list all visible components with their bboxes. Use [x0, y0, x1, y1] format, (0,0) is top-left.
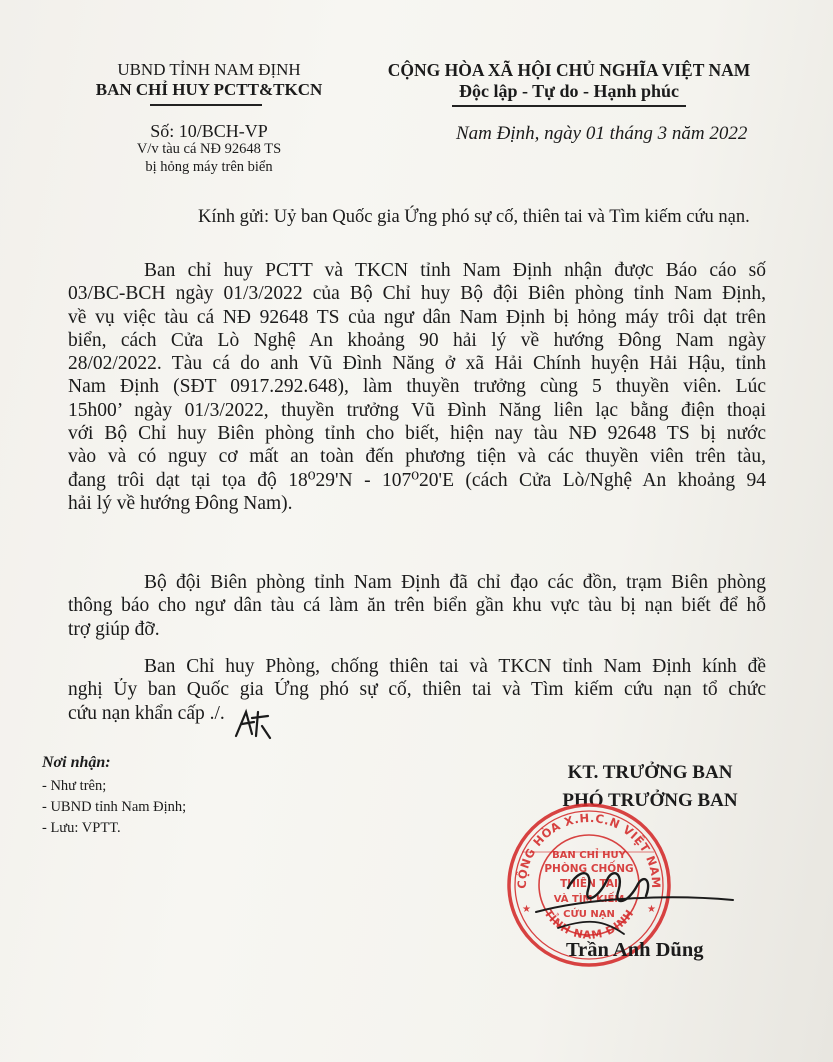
svg-text:CỨU NẠN: CỨU NẠN: [563, 909, 615, 920]
signature-title-1: KT. TRƯỞNG BAN: [567, 762, 733, 783]
paragraph-line: Bộ đội Biên phòng tỉnh Nam Định đã chỉ đạo các đồn, trạm Biên phòng: [144, 572, 766, 593]
paragraph-line: nghị Ủy ban Quốc gia Ứng phó sự cố, thiên tai và Tìm kiếm cứu nạn tổ chức: [68, 679, 766, 701]
svg-text:★: ★: [647, 904, 656, 915]
initials-mark-icon: [232, 708, 272, 740]
paragraph-line: hải lý về hướng Đông Nam).: [68, 492, 293, 514]
paragraph-line: đang trôi dạt tại tọa độ 18⁰29'N - 107⁰20'E (cách Cửa Lò/Nghệ An khoảng 94: [68, 469, 766, 491]
paragraph-line: 15h00’ ngày 01/3/2022, thuyền trưởng Vũ Đình Năng liên lạc bằng điện thoại: [68, 399, 766, 421]
paragraph-line: 03/BC-BCH ngày 01/3/2022 của Bộ Chỉ huy Bộ đội Biên phòng tỉnh Nam Định,: [68, 283, 766, 305]
paragraph-line: với Bộ Chỉ huy Biên phòng tỉnh cho biết, hiện nay tàu NĐ 92648 TS bị nước: [68, 423, 766, 445]
salutation: Kính gửi: Uỷ ban Quốc gia Ứng phó sự cố, thiên tai và Tìm kiếm cứu nạn.: [198, 207, 750, 227]
recipient-item: - UBND tỉnh Nam Định;: [42, 799, 187, 815]
recipients-title: Nơi nhận:: [42, 754, 111, 771]
svg-text:★: ★: [522, 904, 531, 915]
paragraph-line: biển, cách Cửa Lò Nghệ An khoảng 90 hải lý về hướng Đông Nam ngày: [68, 329, 766, 351]
org-underline: [150, 104, 262, 106]
subject-line-2: bị hỏng máy trên biển: [145, 159, 273, 175]
paragraph-line: Nam Định (SĐT 0917.292.648), làm thuyền trưởng cùng 5 thuyền viên. Lúc: [68, 376, 766, 398]
org-parent: UBND TỈNH NAM ĐỊNH: [117, 60, 301, 79]
place-date: Nam Định, ngày 01 tháng 3 năm 2022: [456, 123, 748, 144]
paragraph-line: về vụ việc tàu cá NĐ 92648 TS của ngư dân Nam Định bị hỏng máy trôi dạt trên: [68, 306, 766, 328]
paragraph-line: Ban chỉ huy PCTT và TKCN tỉnh Nam Định nhận được Báo cáo số: [144, 260, 766, 281]
country-name: CỘNG HÒA XÃ HỘI CHỦ NGHĨA VIỆT NAM: [387, 60, 751, 80]
signer-name: Trần Anh Dũng: [566, 939, 704, 961]
svg-text:BAN CHỈ HUY: BAN CHỈ HUY: [552, 850, 626, 861]
svg-text:PHÒNG CHỐNG: PHÒNG CHỐNG: [544, 863, 634, 875]
paragraph-line: trợ giúp đỡ.: [68, 618, 160, 640]
motto-underline: [452, 105, 686, 107]
svg-text:TỈNH NAM ĐỊNH: TỈNH NAM ĐỊNH: [541, 906, 637, 942]
paragraph-line: Ban Chỉ huy Phòng, chống thiên tai và TKCN tỉnh Nam Định kính đề: [144, 656, 766, 677]
org-name: BAN CHỈ HUY PCTT&TKCN: [95, 80, 323, 99]
svg-text:CỘNG HÒA X.H.C.N VIỆT NAM: CỘNG HÒA X.H.C.N VIỆT NAM: [514, 810, 664, 889]
signature-title-2: PHÓ TRƯỞNG BAN: [562, 790, 738, 811]
body-paragraph-1: [68, 259, 766, 515]
recipient-item: - Như trên;: [42, 778, 107, 794]
body-paragraph-2: [68, 571, 766, 641]
svg-text:THIÊN TAI: THIÊN TAI: [560, 878, 618, 890]
motto: Độc lập - Tự do - Hạnh phúc: [458, 81, 680, 101]
paragraph-line: vào và có nguy cơ mất an toàn đến phương tiện và các thuyền viên trên tàu,: [68, 446, 766, 468]
handwritten-signature-icon: [528, 848, 738, 948]
body-paragraph-3: [68, 655, 766, 725]
svg-text:VÀ TÌM KIẾM: VÀ TÌM KIẾM: [553, 894, 625, 905]
doc-number: Số: 10/BCH-VP: [150, 121, 268, 141]
paragraph-line: cứu nạn khẩn cấp ./.: [68, 702, 225, 724]
paragraph-line: 28/02/2022. Tàu cá do anh Vũ Đình Năng ở xã Hải Chính huyện Hải Hậu, tỉnh: [68, 353, 766, 375]
recipient-item: - Lưu: VPTT.: [42, 820, 121, 836]
subject-line-1: V/v tàu cá NĐ 92648 TS: [136, 141, 282, 157]
paragraph-line: thông báo cho ngư dân tàu cá làm ăn trên biển gần khu vực tàu bị nạn biết để hỗ: [68, 595, 766, 617]
